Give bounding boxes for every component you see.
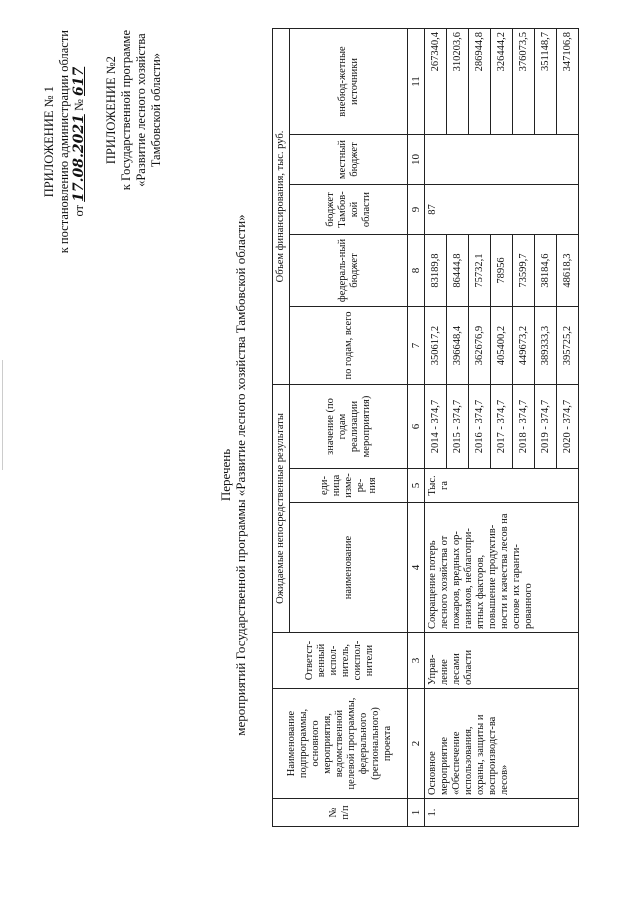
col-num: 9 — [408, 185, 425, 235]
col-num: 6 — [408, 385, 425, 469]
header-result-unit: еди-ница изме-ре-ния — [290, 469, 408, 503]
year-total: 389333,3 — [535, 307, 557, 385]
year-federal: 75732,1 — [469, 235, 491, 307]
header-row-1 — [273, 29, 290, 827]
col-num: 8 — [408, 235, 425, 307]
year-value: 2015 - 374,7 — [447, 385, 469, 469]
year-total: 395725,2 — [557, 307, 579, 385]
year-federal: 83189,8 — [425, 235, 447, 307]
appendix1-title: ПРИЛОЖЕНИЕ № 1 — [42, 86, 56, 198]
year-extra: 376073,5 — [513, 29, 535, 135]
year-value: 2016 - 374,7 — [469, 385, 491, 469]
header-fund-extra: внебюд-жетные источники — [290, 29, 408, 135]
row-local — [425, 135, 579, 185]
year-federal: 48618,3 — [557, 235, 579, 307]
year-value: 2018 - 374,7 — [513, 385, 535, 469]
row-name: Основное мероприятие «Обеспечение использования, охраны, защиты и воспроизводст-ва лесов» — [425, 689, 579, 799]
header-responsible: Ответст-венный испол-нитель, соиспол-нители — [273, 633, 408, 689]
appendix2-block: ПРИЛОЖЕНИЕ №2 к Государственной программе «Развитие лесного хозяйства Тамбовской области» — [104, 30, 163, 191]
year-extra: 286944,8 — [469, 29, 491, 135]
year-value: 2017 - 374,7 — [491, 385, 513, 469]
row-responsible: Управ-ление лесами области — [425, 633, 579, 689]
column-number-row — [408, 29, 425, 827]
appendix2-title: ПРИЛОЖЕНИЕ №2 — [104, 56, 118, 165]
year-value: 2019 - 374,7 — [535, 385, 557, 469]
header-fund-federal: федераль-ный бюджет — [290, 235, 408, 307]
year-extra: 351148,7 — [535, 29, 557, 135]
col-num: 10 — [408, 135, 425, 185]
year-extra: 326444,2 — [491, 29, 513, 135]
year-total: 362676,9 — [469, 307, 491, 385]
header-fund-regional: бюджет Тамбов-кой области — [290, 185, 408, 235]
header-funding: Объем финансирования, тыс. руб. — [273, 29, 290, 385]
year-extra: 310203,6 — [447, 29, 469, 135]
year-value: 2020 - 374,7 — [557, 385, 579, 469]
handwritten-number: 617 — [71, 66, 87, 96]
col-num: 2 — [408, 689, 425, 799]
handwritten-date: 17.08.2021 — [71, 114, 87, 202]
col-num: 3 — [408, 633, 425, 689]
row-result: Сокращение потерь лесного хозяйства от пожаров, вредных ор-ганизмов, неблагопри-ятных факторов, повышение продуктив-ности и качества лесов на основе их гаранти-рованного — [425, 503, 579, 633]
col-num: 4 — [408, 503, 425, 633]
row-unit: Тыс. га — [425, 469, 579, 503]
header-num: № п/п — [273, 799, 408, 827]
col-num: 7 — [408, 307, 425, 385]
header-result-name: наименование — [290, 503, 408, 633]
year-total: 449673,2 — [513, 307, 535, 385]
year-extra: 347106,8 — [557, 29, 579, 135]
year-total: 350617,2 — [425, 307, 447, 385]
year-total: 405400,2 — [491, 307, 513, 385]
year-federal: 86444,8 — [447, 235, 469, 307]
header-fund-local: местный бюджет — [290, 135, 408, 185]
year-federal: 73599,7 — [513, 235, 535, 307]
year-federal: 38184,6 — [535, 235, 557, 307]
row-regional: 87 — [425, 185, 579, 235]
year-extra: 267340,4 — [425, 29, 447, 135]
measures-table — [272, 28, 579, 827]
col-num: 5 — [408, 469, 425, 503]
appendix1-date-line: от 17.08.2021 № 617 — [71, 66, 87, 217]
appendix1-subtitle: к постановлению администрации области — [57, 30, 71, 254]
header-fund-total: по годам, всего — [290, 307, 408, 385]
col-num: 1 — [408, 799, 425, 827]
year-federal: 78956 — [491, 235, 513, 307]
document-title: Перечень мероприятий Государственной программы «Развитие лесного хозяйства Тамбовской области» — [218, 214, 248, 736]
table-row — [425, 29, 447, 827]
year-value: 2014 - 374,7 — [425, 385, 447, 469]
appendix1-block — [42, 30, 87, 253]
header-result-value: значение (по годам реализации мероприятия) — [290, 385, 408, 469]
year-total: 396648,4 — [447, 307, 469, 385]
row-num: 1. — [425, 799, 579, 827]
header-name: Наименование подпрограммы, основного мероприятия, ведомственной целевой программы, федерального (регионального) проекта — [273, 689, 408, 799]
header-expected-results: Ожидаемые непосредственные результаты — [273, 385, 290, 633]
col-num: 11 — [408, 29, 425, 135]
